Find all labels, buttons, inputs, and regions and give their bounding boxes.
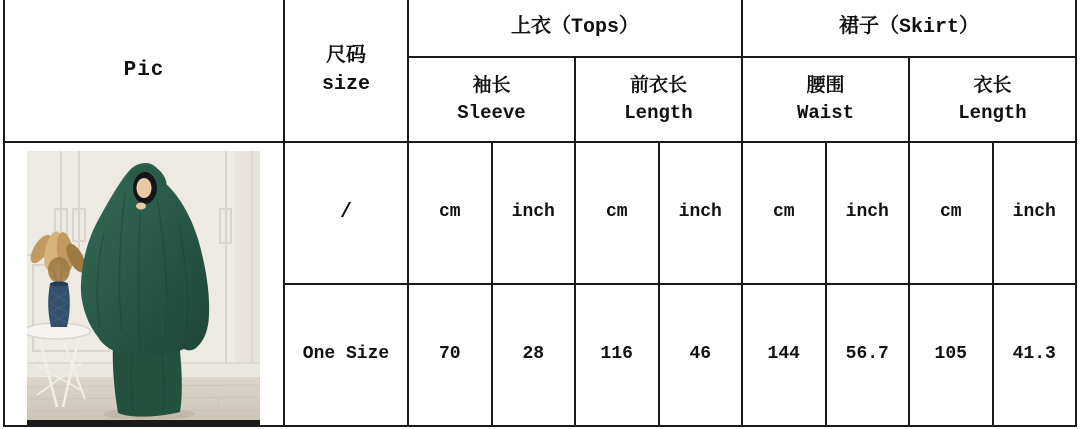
- group-header-tops: [409, 0, 743, 58]
- size-header-cell: [285, 0, 409, 143]
- product-photo-cell: [5, 143, 285, 427]
- unit-cell-length-cm: [576, 143, 660, 285]
- subheader-front-length-zh: 前衣长: [629, 74, 687, 97]
- unit-label: cm: [438, 202, 461, 223]
- unit-label: inch: [511, 202, 555, 223]
- subheader-front-length-en: Length: [624, 101, 693, 124]
- value-cell-waist-inch: [827, 285, 911, 427]
- unit-cell-skirt-length-cm: [910, 143, 994, 285]
- value-cell-skirt-length-inch: [994, 285, 1078, 427]
- value-cell-waist-cm: [743, 285, 827, 427]
- value-label: 28: [522, 344, 545, 365]
- group-header-skirt-label: 裙子（Skirt）: [838, 16, 979, 39]
- group-header-tops-label: 上衣（Tops）: [510, 16, 639, 39]
- wall-shade: [235, 151, 260, 373]
- unit-cell-sleeve-cm: [409, 143, 493, 285]
- unit-label: cm: [772, 202, 795, 223]
- subheader-skirt-length: [910, 58, 1077, 143]
- pic-header-cell: [5, 0, 285, 143]
- subheader-waist: [743, 58, 910, 143]
- subheader-waist-zh: 腰围: [806, 74, 845, 97]
- photo-bottom-bar: [27, 420, 260, 427]
- unit-label: inch: [1012, 202, 1056, 223]
- subheader-skirt-length-zh: 衣长: [973, 74, 1012, 97]
- product-photo: [27, 151, 260, 427]
- one-size-cell: [285, 285, 409, 427]
- value-cell-length-cm: [576, 285, 660, 427]
- value-label: 105: [934, 344, 967, 365]
- subheader-skirt-length-en: Length: [958, 101, 1027, 124]
- unit-label: inch: [678, 202, 722, 223]
- unit-cell-waist-cm: [743, 143, 827, 285]
- value-cell-skirt-length-cm: [910, 285, 994, 427]
- value-cell-length-inch: [660, 285, 744, 427]
- subheader-front-length: [576, 58, 743, 143]
- unit-cell-length-inch: [660, 143, 744, 285]
- subheader-sleeve-en: Sleeve: [457, 101, 526, 124]
- subheader-sleeve: [409, 58, 576, 143]
- unit-cell-sleeve-inch: [493, 143, 577, 285]
- size-chart-table: [3, 0, 1075, 427]
- unit-cell-waist-inch: [827, 143, 911, 285]
- product-photo-illustration: [27, 151, 260, 427]
- group-header-skirt: [743, 0, 1077, 58]
- value-label: 56.7: [845, 344, 889, 365]
- value-label: 46: [689, 344, 712, 365]
- value-label: 41.3: [1012, 344, 1056, 365]
- unit-label: inch: [845, 202, 889, 223]
- size-header-en: size: [321, 72, 370, 96]
- hand: [136, 203, 146, 210]
- pic-header-label: Pic: [123, 58, 165, 82]
- subheader-waist-en: Waist: [796, 101, 854, 124]
- one-size-label: One Size: [302, 344, 390, 365]
- value-cell-sleeve-cm: [409, 285, 493, 427]
- value-label: 70: [438, 344, 461, 365]
- size-slash-cell: [285, 143, 409, 285]
- value-label: 144: [767, 344, 800, 365]
- unit-label: cm: [939, 202, 962, 223]
- unit-cell-skirt-length-inch: [994, 143, 1078, 285]
- value-cell-sleeve-inch: [493, 285, 577, 427]
- value-label: 116: [600, 344, 633, 365]
- unit-label: cm: [605, 202, 628, 223]
- vase: [48, 282, 70, 328]
- face: [137, 178, 152, 198]
- size-header-zh: 尺码: [326, 44, 366, 68]
- size-slash-label: /: [339, 201, 352, 224]
- subheader-sleeve-zh: 袖长: [472, 74, 511, 97]
